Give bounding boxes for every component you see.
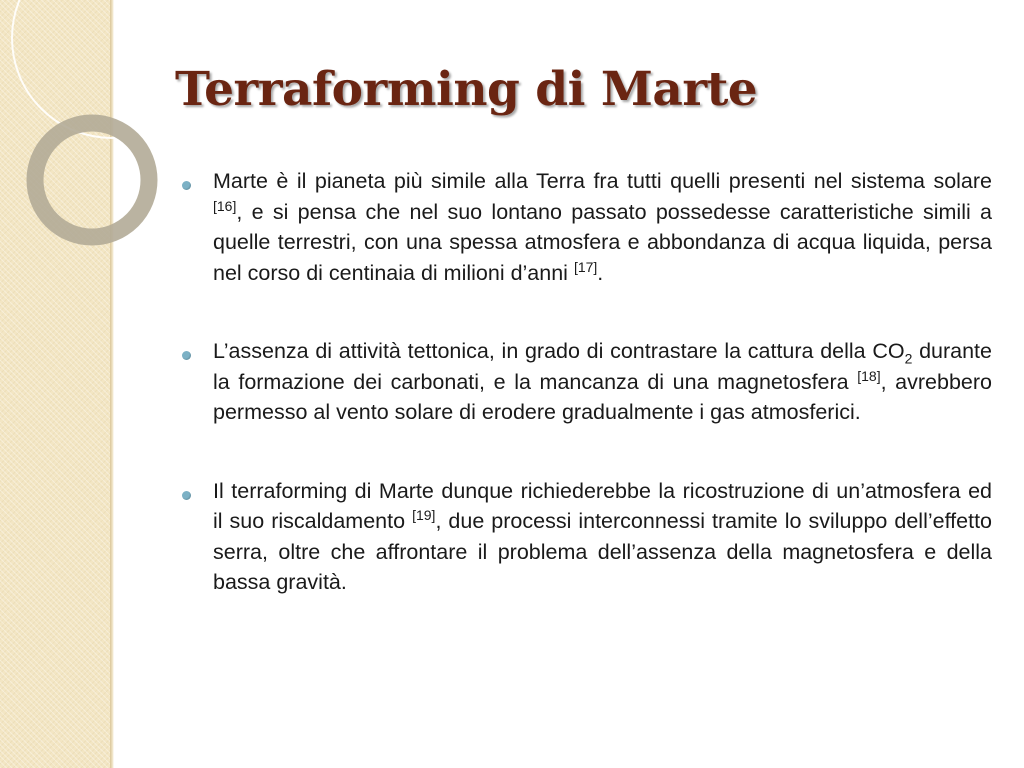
bullet-1-text-b: , e si pensa che nel suo lontano passato possedesse caratteristiche simili a quelle terrestri, con una spessa atmosfera e abbondanza di acqua liquida, persa nel corso di centinaia di milioni d’anni bbox=[213, 199, 992, 285]
decorative-side-band bbox=[0, 0, 110, 768]
bullet-item-2 bbox=[180, 336, 992, 428]
bullet-list bbox=[180, 166, 992, 598]
citation-ref-18: [18] bbox=[857, 367, 881, 384]
bullet-2-text-c: , avrebbero permesso al vento solare di erodere gradualmente i gas atmosferici. bbox=[213, 369, 992, 424]
bullet-icon bbox=[182, 351, 191, 360]
bullet-2-text-a: L’assenza di attività tettonica, in grado di contrastare la cattura della CO bbox=[213, 339, 905, 363]
citation-ref-17: [17] bbox=[573, 258, 598, 275]
bullet-item-3 bbox=[180, 476, 992, 598]
bullet-item-1 bbox=[180, 166, 992, 288]
bullet-1-text-c: . bbox=[597, 260, 604, 285]
bullet-icon bbox=[182, 491, 191, 500]
bullet-2-text-b: durante la formazione dei carbonati, e la mancanza di una magnetosfera bbox=[213, 339, 992, 394]
citation-ref-16: [16] bbox=[213, 197, 237, 214]
slide-title: Terraforming di Marte bbox=[175, 62, 758, 117]
bullet-3-text-b: , due processi interconnessi tramite lo sviluppo dell’effetto serra, oltre che affrontare il problema dell’assenza della magnetosfera e della bassa gravità. bbox=[213, 509, 992, 594]
co2-subscript: 2 bbox=[904, 350, 913, 367]
side-band-edge bbox=[110, 0, 114, 768]
bullet-icon bbox=[182, 181, 191, 190]
bullet-1-text-a: Marte è il pianeta più simile alla Terra fra tutti quelli presenti nel sistema solare bbox=[213, 169, 992, 193]
bullet-3-text-a: Il terraforming di Marte dunque richiederebbe la ricostruzione di un’atmosfera ed il suo riscaldamento bbox=[213, 478, 992, 533]
citation-ref-19: [19] bbox=[412, 506, 436, 523]
